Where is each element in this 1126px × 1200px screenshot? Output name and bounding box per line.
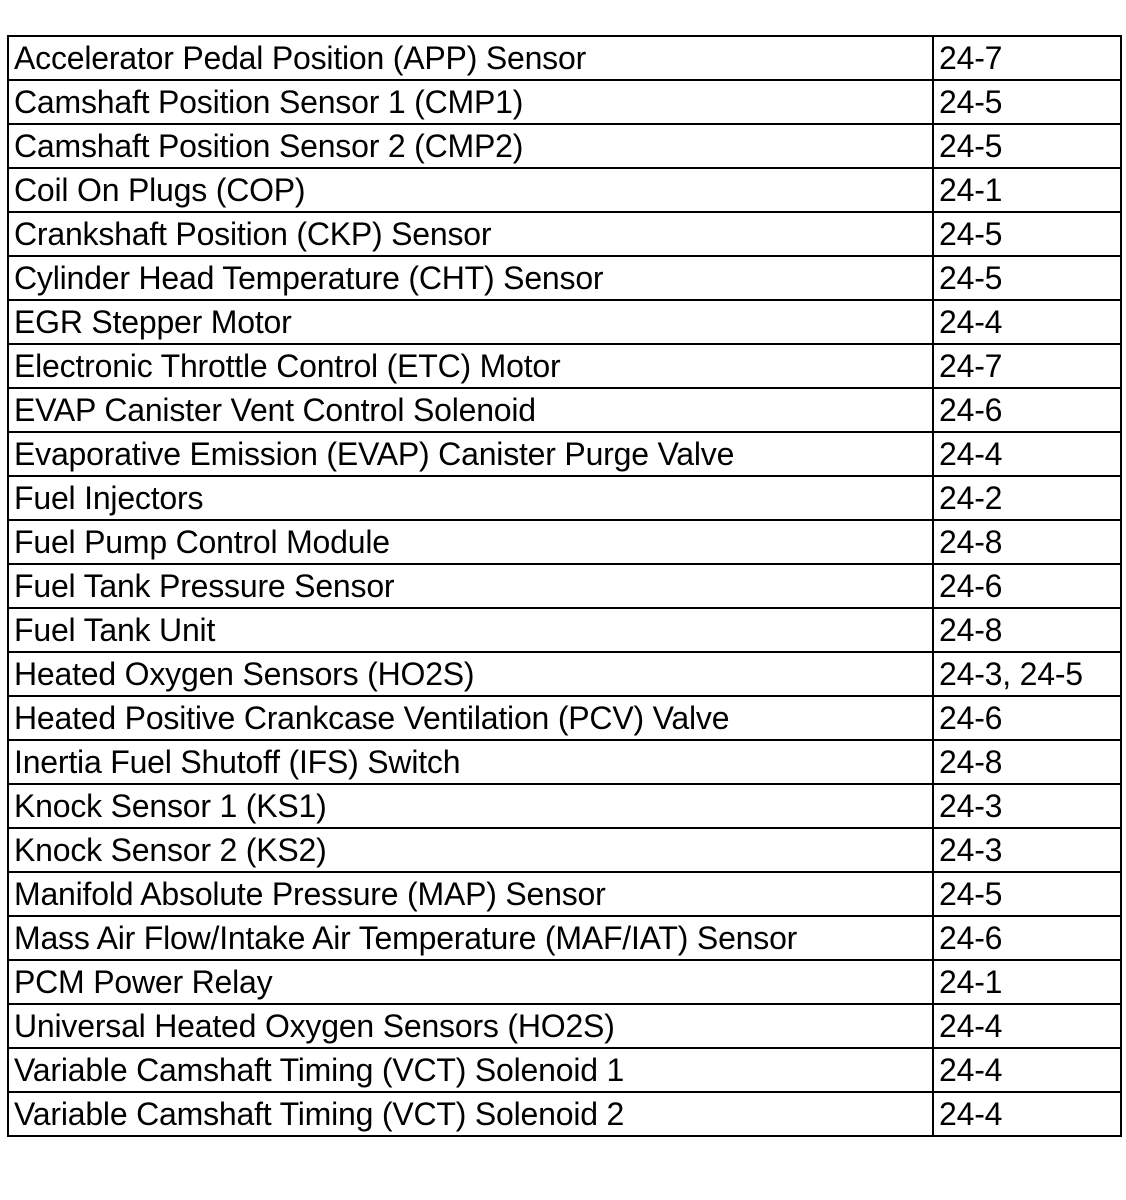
- component-cell: Electronic Throttle Control (ETC) Motor: [8, 344, 933, 388]
- table-row: [8, 256, 1121, 300]
- page-cell: 24-6: [933, 696, 1121, 740]
- component-cell: Camshaft Position Sensor 1 (CMP1): [8, 80, 933, 124]
- table-body: [8, 36, 1121, 1136]
- component-cell: Fuel Tank Pressure Sensor: [8, 564, 933, 608]
- component-cell: Fuel Injectors: [8, 476, 933, 520]
- page-cell: 24-6: [933, 388, 1121, 432]
- component-location-table-container: [7, 35, 1120, 1137]
- page-cell: 24-6: [933, 564, 1121, 608]
- table-row: [8, 168, 1121, 212]
- table-row: [8, 388, 1121, 432]
- page-cell: 24-4: [933, 1048, 1121, 1092]
- page-cell: 24-8: [933, 740, 1121, 784]
- page-cell: 24-2: [933, 476, 1121, 520]
- page-cell: 24-1: [933, 960, 1121, 1004]
- table-row: [8, 520, 1121, 564]
- table-row: [8, 1004, 1121, 1048]
- component-cell: Mass Air Flow/Intake Air Temperature (MAF/IAT) Sensor: [8, 916, 933, 960]
- component-cell: Manifold Absolute Pressure (MAP) Sensor: [8, 872, 933, 916]
- table-row: [8, 476, 1121, 520]
- table-row: [8, 36, 1121, 80]
- component-cell: Variable Camshaft Timing (VCT) Solenoid 1: [8, 1048, 933, 1092]
- page-cell: 24-1: [933, 168, 1121, 212]
- component-cell: Fuel Pump Control Module: [8, 520, 933, 564]
- page-cell: 24-8: [933, 608, 1121, 652]
- component-cell: Coil On Plugs (COP): [8, 168, 933, 212]
- table-row: [8, 1092, 1121, 1136]
- component-cell: Universal Heated Oxygen Sensors (HO2S): [8, 1004, 933, 1048]
- table-row: [8, 564, 1121, 608]
- table-row: [8, 432, 1121, 476]
- component-cell: Inertia Fuel Shutoff (IFS) Switch: [8, 740, 933, 784]
- page-cell: 24-6: [933, 916, 1121, 960]
- page-cell: 24-7: [933, 344, 1121, 388]
- component-cell: Variable Camshaft Timing (VCT) Solenoid 2: [8, 1092, 933, 1136]
- table-row: [8, 608, 1121, 652]
- component-cell: Knock Sensor 1 (KS1): [8, 784, 933, 828]
- table-row: [8, 344, 1121, 388]
- component-cell: EGR Stepper Motor: [8, 300, 933, 344]
- page-cell: 24-5: [933, 872, 1121, 916]
- page-cell: 24-5: [933, 212, 1121, 256]
- page-cell: 24-3, 24-5: [933, 652, 1121, 696]
- table-row: [8, 916, 1121, 960]
- table-row: [8, 784, 1121, 828]
- component-cell: Knock Sensor 2 (KS2): [8, 828, 933, 872]
- table-row: [8, 80, 1121, 124]
- page-cell: 24-3: [933, 784, 1121, 828]
- table-row: [8, 212, 1121, 256]
- component-cell: Evaporative Emission (EVAP) Canister Purge Valve: [8, 432, 933, 476]
- component-cell: PCM Power Relay: [8, 960, 933, 1004]
- component-location-table: [7, 35, 1122, 1137]
- table-row: [8, 872, 1121, 916]
- component-cell: Camshaft Position Sensor 2 (CMP2): [8, 124, 933, 168]
- page-cell: 24-7: [933, 36, 1121, 80]
- page-cell: 24-5: [933, 256, 1121, 300]
- page-cell: 24-4: [933, 1092, 1121, 1136]
- table-row: [8, 300, 1121, 344]
- table-row: [8, 652, 1121, 696]
- component-cell: Fuel Tank Unit: [8, 608, 933, 652]
- page-cell: 24-4: [933, 432, 1121, 476]
- table-row: [8, 124, 1121, 168]
- component-cell: Heated Oxygen Sensors (HO2S): [8, 652, 933, 696]
- page-cell: 24-4: [933, 300, 1121, 344]
- component-cell: EVAP Canister Vent Control Solenoid: [8, 388, 933, 432]
- table-row: [8, 1048, 1121, 1092]
- component-cell: Accelerator Pedal Position (APP) Sensor: [8, 36, 933, 80]
- table-row: [8, 828, 1121, 872]
- page-cell: 24-8: [933, 520, 1121, 564]
- page-cell: 24-4: [933, 1004, 1121, 1048]
- table-row: [8, 696, 1121, 740]
- table-row: [8, 740, 1121, 784]
- table-row: [8, 960, 1121, 1004]
- page-cell: 24-5: [933, 80, 1121, 124]
- page-cell: 24-5: [933, 124, 1121, 168]
- component-cell: Crankshaft Position (CKP) Sensor: [8, 212, 933, 256]
- page-cell: 24-3: [933, 828, 1121, 872]
- component-cell: Heated Positive Crankcase Ventilation (PCV) Valve: [8, 696, 933, 740]
- component-cell: Cylinder Head Temperature (CHT) Sensor: [8, 256, 933, 300]
